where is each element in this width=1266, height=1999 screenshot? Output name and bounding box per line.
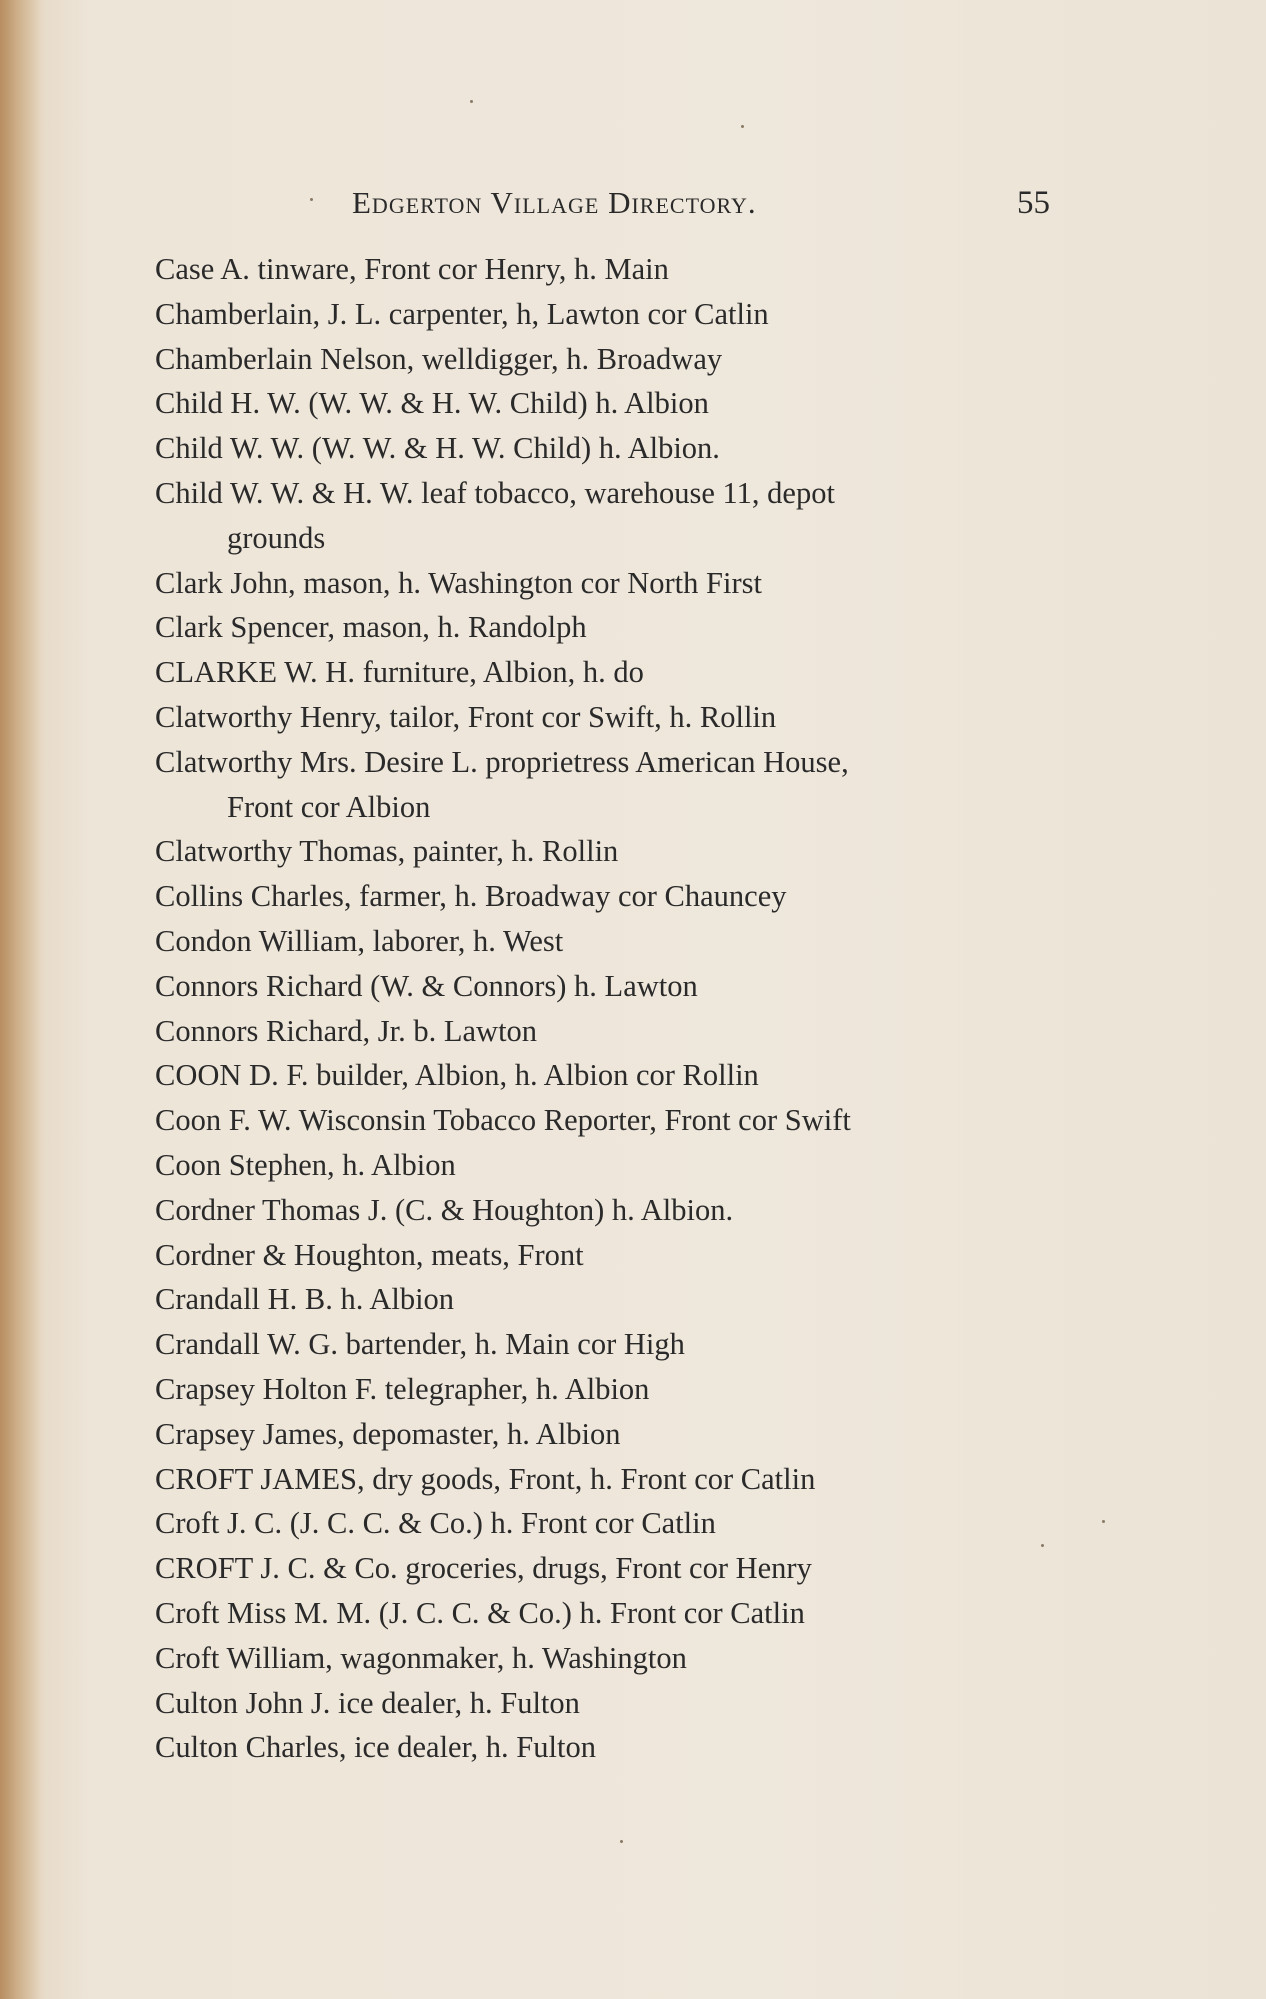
entry-text: Child W. W. (W. W. & H. W. Child) h. Albion. [155, 431, 720, 466]
directory-entry [155, 337, 1055, 382]
entry-text: Collins Charles, farmer, h. Broadway cor Chauncey [155, 879, 787, 914]
directory-entry [155, 919, 1055, 964]
directory-entry [155, 561, 1055, 606]
running-head-title: Edgerton Village Directory. [352, 185, 757, 220]
entry-text: Condon William, laborer, h. West [155, 923, 564, 958]
directory-entry [155, 695, 1055, 740]
directory-entry [155, 650, 1055, 695]
directory-entry [155, 1322, 1055, 1367]
entry-text: Croft William, wagonmaker, h. Washington [155, 1640, 687, 1675]
entry-text: Clatworthy Mrs. Desire L. proprietress American House, [155, 744, 849, 779]
directory-entry [155, 1412, 1055, 1457]
entry-text: Culton John J. ice dealer, h. Fulton [155, 1685, 580, 1720]
entry-text: Clark Spencer, mason, h. Randolph [155, 610, 587, 645]
directory-entry [155, 829, 1055, 874]
entry-text: Crandall H. B. h. Albion [155, 1282, 455, 1317]
page-number: 55 [1017, 185, 1050, 221]
page-edge-shading [0, 0, 40, 1999]
directory-entry [155, 1681, 1055, 1726]
directory-entry [155, 740, 1055, 830]
entry-text: Crapsey Holton F. telegrapher, h. Albion [155, 1371, 650, 1406]
paper-speck [310, 198, 313, 201]
directory-entry [155, 1188, 1055, 1233]
entry-text: CROFT J. C. & Co. groceries, drugs, Front cor Henry [155, 1551, 812, 1586]
directory-entry [155, 874, 1055, 919]
entry-text: Chamberlain Nelson, welldigger, h. Broadway [155, 341, 723, 376]
entry-text: Croft J. C. (J. C. C. & Co.) h. Front cor Catlin [155, 1506, 716, 1541]
entry-text: CROFT JAMES, dry goods, Front, h. Front cor Catlin [155, 1461, 816, 1496]
directory-entry [155, 1636, 1055, 1681]
paper-speck [1041, 1544, 1044, 1547]
entry-text: Crandall W. G. bartender, h. Main cor High [155, 1327, 685, 1362]
entry-text: Clark John, mason, h. Washington cor North First [155, 565, 762, 600]
entry-text: Cordner & Houghton, meats, Front [155, 1237, 584, 1272]
running-head [0, 185, 1266, 225]
entry-text: Connors Richard (W. & Connors) h. Lawton [155, 968, 698, 1003]
directory-entry [155, 1009, 1055, 1054]
directory-entry [155, 1546, 1055, 1591]
directory-entry [155, 964, 1055, 1009]
entry-text: Case A. tinware, Front cor Henry, h. Main [155, 252, 669, 286]
paper-speck [620, 1840, 623, 1843]
directory-entry [155, 1367, 1055, 1412]
directory-entry [155, 247, 1055, 292]
entry-text: CLARKE W. H. furniture, Albion, h. do [155, 655, 644, 690]
directory-entries [155, 247, 1055, 1770]
directory-entry [155, 381, 1055, 426]
directory-entry [155, 1457, 1055, 1502]
entry-text: Child H. W. (W. W. & H. W. Child) h. Albion [155, 386, 709, 421]
entry-text: COON D. F. builder, Albion, h. Albion cor Rollin [155, 1058, 759, 1093]
paper-speck [1102, 1520, 1105, 1523]
entry-text: Coon Stephen, h. Albion [155, 1147, 456, 1182]
directory-entry [155, 605, 1055, 650]
directory-entry [155, 471, 1055, 561]
directory-entry [155, 426, 1055, 471]
entry-text: Connors Richard, Jr. b. Lawton [155, 1013, 538, 1048]
directory-entry [155, 1053, 1055, 1098]
directory-entry [155, 1591, 1055, 1636]
entry-text: Croft Miss M. M. (J. C. C. & Co.) h. Front cor Catlin [155, 1595, 805, 1630]
directory-entry [155, 292, 1055, 337]
entry-text: Chamberlain, J. L. carpenter, h, Lawton cor Catlin [155, 296, 769, 331]
entry-continuation: Front cor Albion [227, 789, 431, 824]
entry-text: Child W. W. & H. W. leaf tobacco, warehouse 11, depot [155, 475, 835, 510]
entry-text: Culton Charles, ice dealer, h. Fulton [155, 1730, 596, 1765]
directory-entry [155, 1233, 1055, 1278]
entry-text: Crapsey James, depomaster, h. Albion [155, 1416, 621, 1451]
entry-text: Coon F. W. Wisconsin Tobacco Reporter, Front cor Swift [155, 1103, 851, 1138]
directory-entry [155, 1143, 1055, 1188]
entry-continuation: grounds [227, 520, 326, 555]
paper-speck [470, 100, 473, 103]
paper-speck [741, 125, 744, 128]
directory-entry [155, 1277, 1055, 1322]
entry-text: Cordner Thomas J. (C. & Houghton) h. Albion. [155, 1192, 734, 1227]
directory-entry [155, 1501, 1055, 1546]
entry-text: Clatworthy Henry, tailor, Front cor Swift, h. Rollin [155, 699, 777, 734]
entry-text: Clatworthy Thomas, painter, h. Rollin [155, 834, 619, 869]
directory-entry [155, 1725, 1055, 1770]
directory-entry [155, 1098, 1055, 1143]
